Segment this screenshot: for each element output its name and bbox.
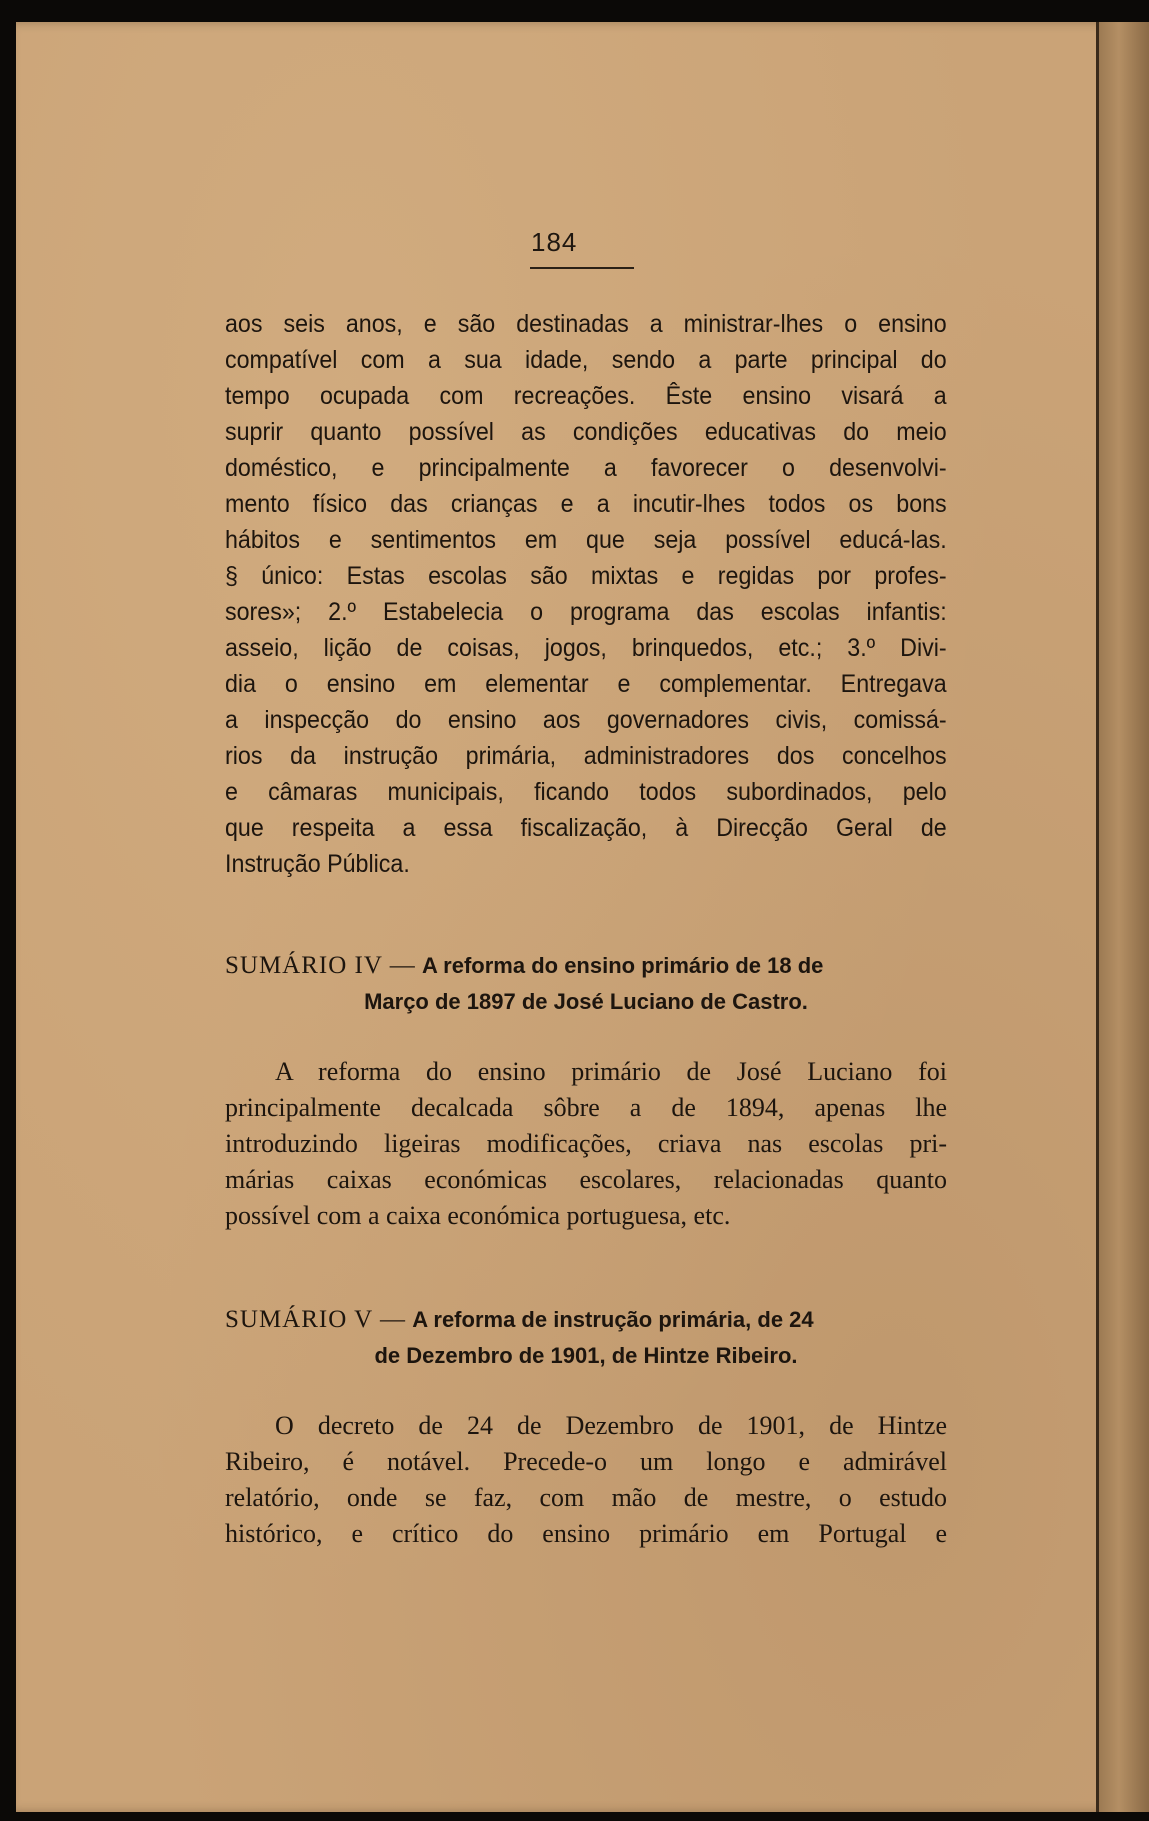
text-line: histórico, e crítico do ensino primário em Portugal e: [225, 1519, 947, 1548]
text-line: e câmaras municipais, ficando todos subordinados, pelo: [225, 778, 947, 806]
text-line: doméstico, e principalmente a favorecer o desenvolvi-: [225, 454, 947, 482]
text-line: aos seis anos, e são destinadas a ministrar-lhes o ensino: [225, 310, 947, 338]
text-line: relatório, onde se faz, com mão de mestre, o estudo: [225, 1483, 947, 1512]
section-4-heading: [225, 948, 947, 1020]
section-5-heading-line-1: [225, 1302, 947, 1338]
text-line: sores»; 2.º Estabelecia o programa das escolas infantis:: [225, 598, 947, 626]
text-line: asseio, lição de coisas, jogos, brinquedos, etc.; 3.º Divi-: [225, 634, 947, 662]
text-line: rios da instrução primária, administradores dos concelhos: [225, 742, 947, 770]
page-number: 184: [531, 227, 578, 257]
section-4-title-1: A reforma do ensino primário de 18 de: [421, 953, 824, 978]
text-line: § único: Estas escolas são mixtas e regidas por profes-: [225, 562, 947, 590]
text-line: a inspecção do ensino aos governadores civis, comissá-: [225, 706, 947, 734]
section-5-title-2: de Dezembro de 1901, de Hintze Ribeiro.: [374, 1343, 798, 1368]
next-page-edge: [1099, 22, 1149, 1812]
text-line: hábitos e sentimentos em que seja possível educá-las.: [225, 526, 947, 554]
section-5-heading: [225, 1302, 947, 1374]
text-line: Instrução Pública.: [225, 850, 410, 878]
section-4-label: SUMÁRIO IV —: [225, 952, 416, 979]
text-line: que respeita a essa fiscalização, à Direcção Geral de: [225, 814, 947, 842]
section-4-title-2: Março de 1897 de José Luciano de Castro.: [364, 989, 808, 1014]
text-line: introduzindo ligeiras modificações, criava nas escolas pri-: [225, 1129, 947, 1158]
section-5-title-1: A reforma de instrução primária, de 24: [412, 1307, 814, 1332]
text-line: tempo ocupada com recreações. Êste ensino visará a: [225, 382, 947, 410]
text-line: O decreto de 24 de Dezembro de 1901, de Hintze: [275, 1411, 947, 1440]
section-4-heading-line-1: [225, 948, 947, 984]
text-line: A reforma do ensino primário de José Luciano foi: [275, 1057, 947, 1086]
paragraph-2: [225, 1054, 947, 1234]
paragraph-3: [225, 1408, 947, 1552]
paragraph-1: [225, 306, 947, 882]
text-line: Ribeiro, é notável. Precede-o um longo e admirável: [225, 1447, 947, 1476]
text-line: dia o ensino em elementar e complementar. Entregava: [225, 670, 947, 698]
text-line: mento físico das crianças e a incutir-lhes todos os bons: [225, 490, 947, 518]
text-line: compatível com a sua idade, sendo a parte principal do: [225, 346, 947, 374]
section-5-label: SUMÁRIO V —: [225, 1306, 406, 1333]
text-line: possível com a caixa económica portuguesa, etc.: [225, 1201, 731, 1230]
page-number-rule: [530, 267, 634, 269]
text-line: márias caixas económicas escolares, relacionadas quanto: [225, 1165, 947, 1194]
text-line: suprir quanto possível as condições educativas do meio: [225, 418, 947, 446]
text-line: principalmente decalcada sôbre a de 1894, apenas lhe: [225, 1093, 947, 1122]
